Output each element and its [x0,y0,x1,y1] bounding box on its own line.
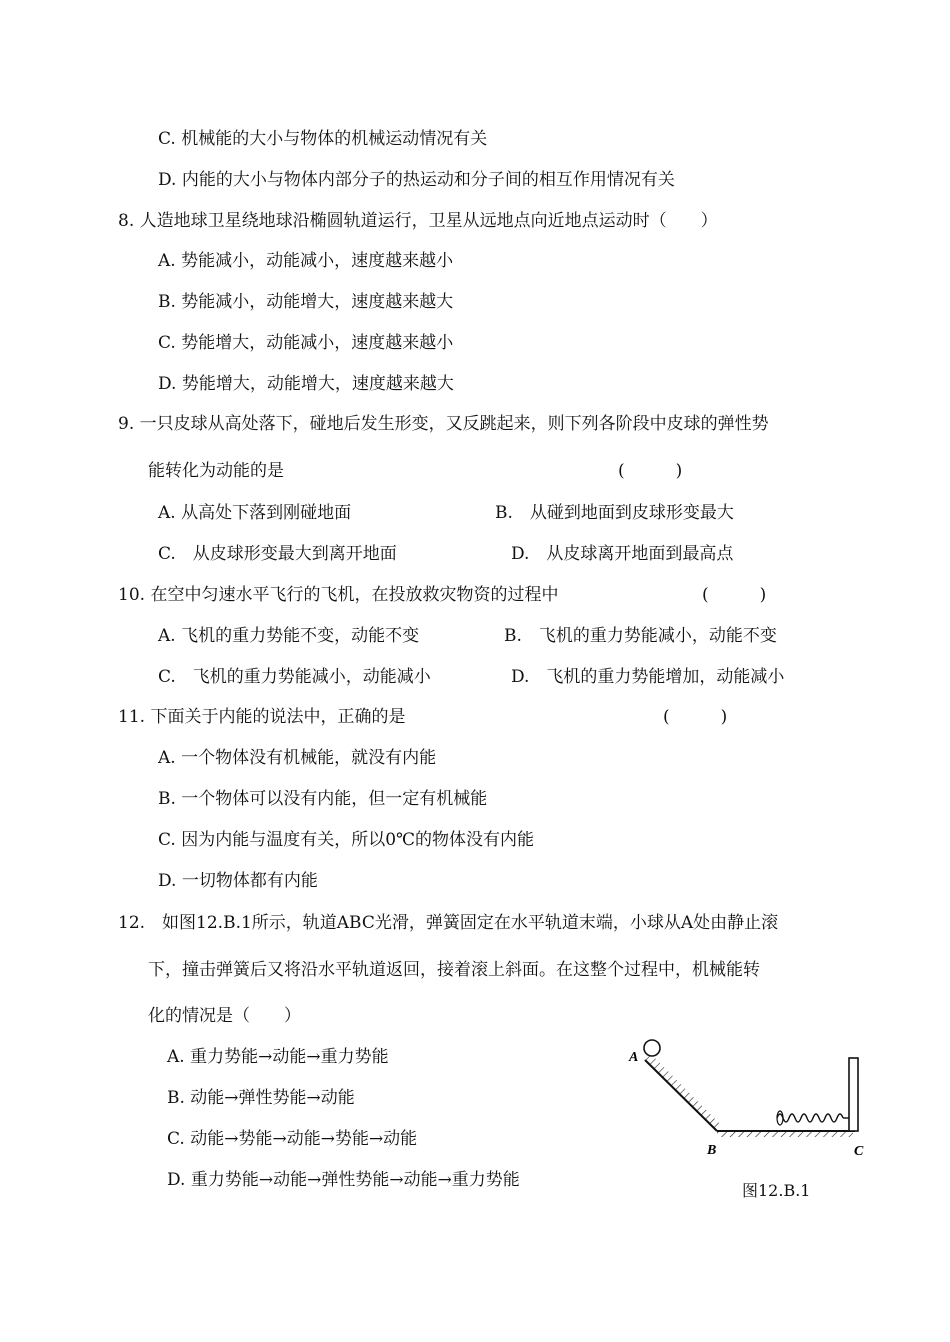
q11-option-d: D. 一切物体都有内能 [158,871,318,891]
q11-stem: 11. 下面关于内能的说法中，正确的是 [118,707,406,727]
q11-answer-blank: ( ) [663,707,728,727]
q11-option-a: A. 一个物体没有机械能，就没有内能 [158,748,437,768]
q7-option-c: C. 机械能的大小与物体的机械运动情况有关 [158,129,488,149]
q12-option-c: C. 动能→势能→动能→势能→动能 [167,1129,418,1149]
q10-stem: 10. 在空中匀速水平飞行的飞机，在投放救灾物资的过程中 [118,585,559,605]
q12-stem-cont1: 下，撞击弹簧后又将沿水平轨道返回，接着滚上斜面。在这整个过程中，机械能转 [148,960,760,980]
label-c: C [854,1144,864,1159]
figure-caption: 图12.B.1 [742,1181,811,1200]
q12-stem: 12. 如图12.B.1所示，轨道ABC光滑，弹簧固定在水平轨道末端，小球从A处由静止滚 [118,913,779,933]
q11-option-b: B. 一个物体可以没有内能，但一定有机械能 [158,789,488,809]
q12-stem-cont2: 化的情况是（ ） [148,1006,301,1026]
q8-stem: 8. 人造地球卫星绕地球沿椭圆轨道运行，卫星从远地点向近地点运动时（ ） [118,211,718,231]
q9-stem-cont: 能转化为动能的是 [148,461,284,481]
q9-option-b: B. 从碰到地面到皮球形变最大 [495,503,734,523]
q12-option-b: B. 动能→弹性势能→动能 [167,1088,355,1108]
q9-answer-blank: ( ) [618,461,683,481]
q10-option-a: A. 飞机的重力势能不变，动能不变 [158,626,420,646]
q8-option-a: A. 势能减小，动能减小，速度越来越小 [158,251,454,271]
q10-option-c: C. 飞机的重力势能减小，动能减小 [158,667,431,687]
q9-option-d: D. 从皮球离开地面到最高点 [511,544,734,564]
ball [644,1040,660,1056]
q8-option-d: D. 势能增大，动能增大，速度越来越大 [158,374,454,394]
q10-answer-blank: ( ) [702,585,767,605]
q8-option-c: C. 势能增大，动能减小，速度越来越小 [158,333,454,353]
q11-option-c: C. 因为内能与温度有关，所以0℃的物体没有内能 [158,830,535,850]
q7-option-d: D. 内能的大小与物体内部分子的热运动和分子间的相互作用情况有关 [158,170,675,190]
q9-option-a: A. 从高处下落到刚碰地面 [158,503,352,523]
incline-track [645,1060,717,1131]
q8-option-b: B. 势能减小，动能增大，速度越来越大 [158,292,454,312]
incline-hatch [645,1054,721,1131]
q12-option-a: A. 重力势能→动能→重力势能 [167,1047,389,1067]
q10-option-d: D. 飞机的重力势能增加，动能减小 [511,667,785,687]
label-b: B [707,1143,717,1158]
q9-option-c: C. 从皮球形变最大到离开地面 [158,544,397,564]
label-a: A [629,1050,639,1065]
q12-option-d: D. 重力势能→动能→弹性势能→动能→重力势能 [167,1170,520,1190]
spring-end [777,1111,783,1125]
wall [849,1058,858,1131]
q9-stem: 9. 一只皮球从高处落下，碰地后发生形变，又反跳起来，则下列各阶段中皮球的弹性势 [118,414,769,434]
spring [777,1114,843,1122]
q10-option-b: B. 飞机的重力势能减小，动能不变 [504,626,777,646]
track-diagram [625,1038,875,1168]
